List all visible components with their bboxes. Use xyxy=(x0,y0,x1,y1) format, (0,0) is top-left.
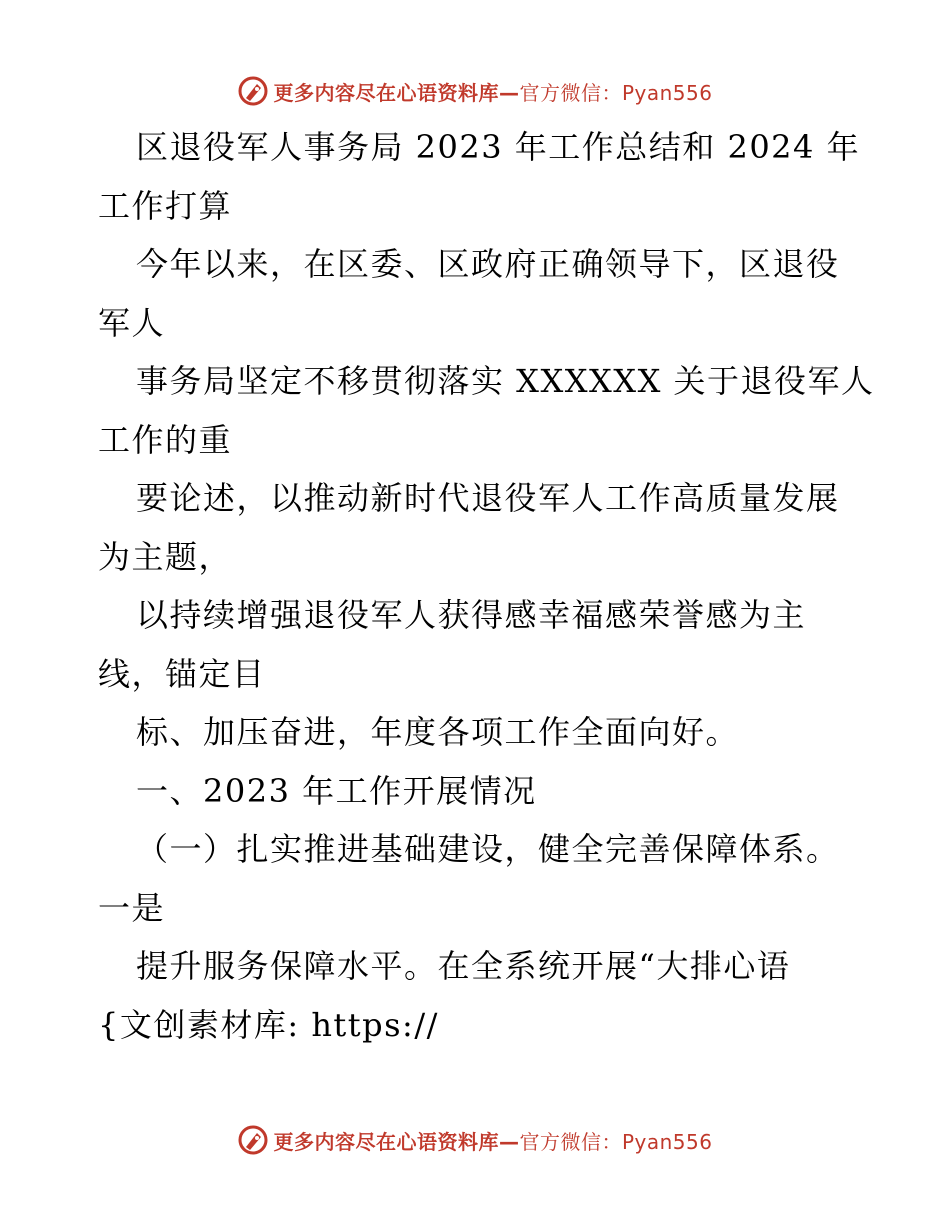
watermark-text: 更多内容尽在心语资料库— xyxy=(273,1129,520,1154)
text-line-9: 以持续增强退役军人获得感幸福感荣誉感为主 xyxy=(136,596,807,634)
text-line-7: 要论述，以推动新时代退役军人工作高质量发展 xyxy=(136,479,840,517)
text-line-14: 一是 xyxy=(98,888,166,927)
text-line-1: 区退役军人事务局 2023 年工作总结和 2024 年 xyxy=(136,128,861,166)
watermark-text: 更多内容尽在心语资料库— xyxy=(273,80,520,105)
text-line-10: 线，锚定目 xyxy=(98,654,266,693)
header-watermark-banner xyxy=(0,71,950,111)
text-line-11: 标、加压奋进，年度各项工作全面向好。 xyxy=(136,713,740,751)
text-line-3: 今年以来，在区委、区政府正确领导下，区退役 xyxy=(136,245,840,283)
text-line-8: 为主题， xyxy=(98,537,233,576)
pen-nib-logo-icon xyxy=(237,1124,269,1156)
pen-nib-logo-icon xyxy=(237,75,269,107)
watermark-wechat: 官方微信：Pyan556 xyxy=(519,80,713,105)
text-line-15: 提升服务保障水平。在全系统开展“大排心语 xyxy=(136,947,791,985)
text-line-2: 工作打算 xyxy=(98,186,233,225)
text-line-13: （一）扎实推进基础建设，健全完善保障体系。 xyxy=(136,830,840,868)
watermark-wechat: 官方微信：Pyan556 xyxy=(519,1129,713,1154)
text-line-16: {文创素材库: https:// xyxy=(98,1005,439,1044)
text-line-5: 事务局坚定不移贯彻落实 XXXXXX 关于退役军人 xyxy=(136,362,875,400)
text-line-4: 军人 xyxy=(98,303,166,342)
document-body xyxy=(98,118,875,1054)
text-line-6: 工作的重 xyxy=(98,420,233,459)
section-heading: 一、2023 年工作开展情况 xyxy=(136,771,537,810)
footer-watermark-banner xyxy=(0,1120,950,1160)
